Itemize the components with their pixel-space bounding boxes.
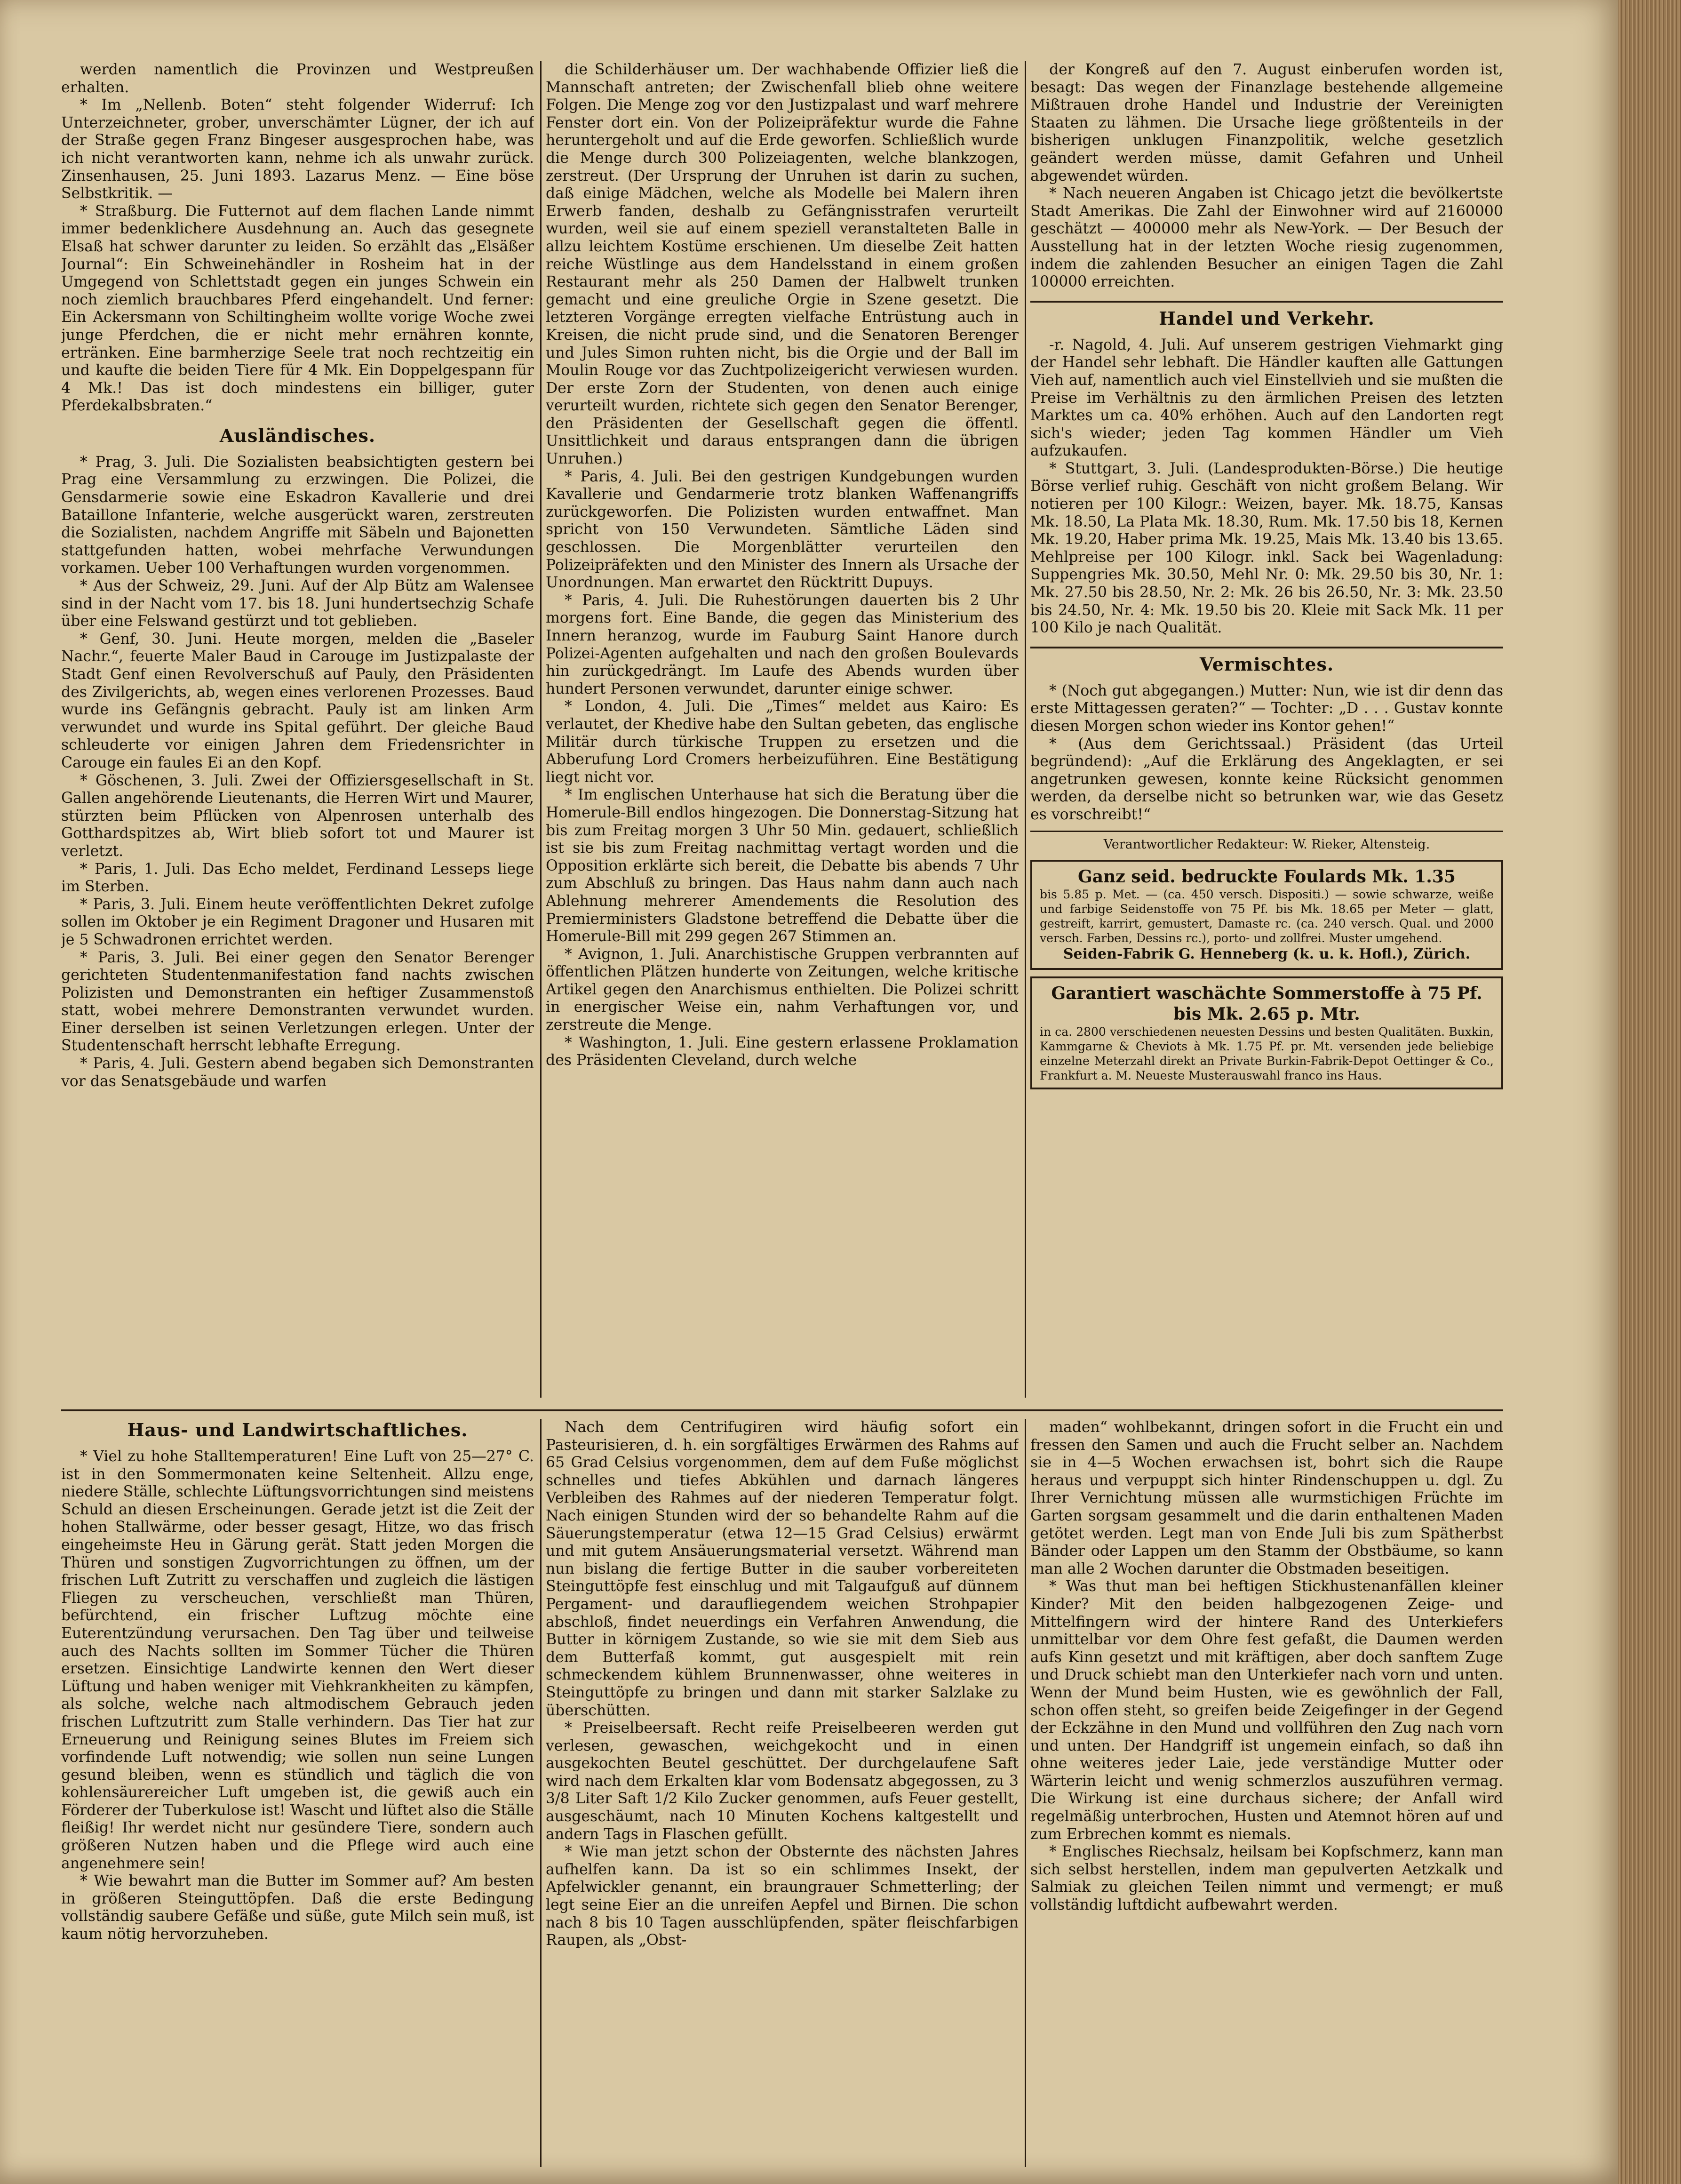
article-paragraph: * Washington, 1. Juli. Eine gestern erlassene Proklamation des Präsidenten Cleveland, durch welche [546,1034,1019,1069]
article-paragraph: die Schilderhäuser um. Der wachhabende Offizier ließ die Mannschaft antreten; der Zwischenfall blieb ohne weitere Folgen. Die Menge zog vor den Justizpalast und warf mehrere Fenster dort ein. Von der Polizeipräfektur wurde die Fahne heruntergeholt und auf die Erde geworfen. Schließlich wurde die Menge durch 300 Polizeiagenten, welche blankzogen, zerstreut. (Der Ursprung der Unruhen ist darin zu suchen, daß einige Mädchen, welche als Modelle bei Malern ihren Erwerb fanden, deshalb zu Gefängnisstrafen verurteilt wurden, weil sie auf einem speziell veranstalteten Balle in allzu leichtem Kostüme erschienen. Um dieselbe Zeit hatten reiche Wüstlinge aus dem Handelsstand in einem großen Restaurant mehr als 250 Damen der Halbwelt trunken gemacht und eine greuliche Orgie in Szene gesetzt. Die letzteren Vorgänge erregten vielfache Entrüstung auch in Kreisen, die nicht prude sind, und die Senatoren Berenger und Jules Simon ruhten nicht, bis die Orgie und der Ball im Moulin Rouge vor das Zuchtpolizeigericht verwiesen wurden. Der erste Zorn der Studenten, von denen auch einige verurteilt wurden, richtete sich gegen den Senator Berenger, den Präsidenten der Gesellschaft gegen die öffentl. Unsittlichkeit und daraus entsprangen dann die übrigen Unruhen.) [546,61,1019,468]
article-paragraph: * Preiselbeersaft. Recht reife Preiselbeeren werden gut verlesen, gewaschen, weichgekocht und in einen ausgekochten Beutel geschüttet. Der durchgelaufene Saft wird nach dem Erkalten klar vom Bodensatz abgegossen, zu 3 3/8 Liter Saft 1/2 Kilo Zucker genommen, aufs Feuer gestellt, ausgeschäumt, nach 10 Minuten Kochens kaltgestellt und andern Tags in Flaschen gefüllt. [546,1720,1019,1843]
section-heading-handel: Handel und Verkehr. [1030,301,1503,330]
book-edge [1618,0,1681,2184]
ad-body: in ca. 2800 verschiedenen neuesten Dessins und besten Qualitäten. Buxkin, Kammgarne & Cheviots à Mk. 1.75 Pf. pr. Mt. versenden jede beliebige einzelne Meterzahl direkt an Private Burkin-Fabrik-Depot Oettinger & Co., Frankfurt a. M. Neueste Musterauswahl franco ins Haus. [1040,1025,1494,1083]
article-paragraph: * Im „Nellenb. Boten“ steht folgender Widerruf: Ich Unterzeichneter, grober, unverschämter Lügner, der ich auf der Straße gegen Franz Bingeser ausgesprochen habe, was ich nicht verantworten kann, nehme ich als unwahr zurück. Zinsenhausen, 25. Juni 1893. Lazarus Menz. — Eine böse Selbstkritik. — [61,96,534,202]
advertisement-sommerstoffe [1030,976,1503,1089]
article-paragraph: * Nach neueren Angaben ist Chicago jetzt die bevölkertste Stadt Amerikas. Die Zahl der Einwohner wird auf 2160000 geschätzt — 400000 mehr als New-York. — Der Besuch der Ausstellung hat in der letzten Woche riesig zugenommen, indem die zahlenden Besucher an einigen Tagen die Zahl 100000 erreichten. [1030,185,1503,291]
section-heading-vermischtes: Vermischtes. [1030,647,1503,676]
section-heading-haus-landwirtschaft: Haus- und Landwirtschaftliches. [127,1419,468,1440]
article-paragraph: * Was thut man bei heftigen Stickhustenanfällen kleiner Kinder? Mit den beiden halbgezogenen Zeige- und Mittelfingern wird der hintere Rand des Unterkiefers unmittelbar vor dem Ohre fest gefaßt, die Daumen werden aufs Kinn gesetzt und mit kräftigen, aber doch sanftem Zuge und Druck schiebt man den Unterkiefer nach vorn und unten. Wenn der Mund beim Husten, wie es gewöhnlich der Fall, schon offen steht, so greifen beide Zeigefinger in der Gegend der Eckzähne in den Mund und vollführen den Zug nach vorn und unten. Der Handgriff ist ungemein einfach, so daß ihn ohne weiteres jeder Laie, jede verständige Mutter oder Wärterin leicht und wenig schmerzlos auszuführen vermag. Die Wirkung ist eine durchaus sichere; der Anfall wird regelmäßig unterbrochen, Husten und Atemnot hören auf und zum Erbrechen kommt es niemals. [1030,1578,1503,1843]
article-paragraph: * Paris, 4. Juli. Gestern abend begaben sich Demonstranten vor das Senatsgebäude und warfen [61,1055,534,1090]
article-paragraph: werden namentlich die Provinzen und Westpreußen erhalten. [61,61,534,96]
article-paragraph: * Göschenen, 3. Juli. Zwei der Offiziersgesellschaft in St. Gallen angehörende Lieutenants, die Herren Wirt und Maurer, stürzten beim Pflücken von Alpenrosen unterhalb des Gotthardspitzes ab, Wirt blieb sofort tot und Maurer ist verletzt. [61,772,534,860]
article-paragraph: * (Aus dem Gerichtssaal.) Präsident (das Urteil begründend): „Auf die Erklärung des Angeklagten, er sei angetrunken gewesen, konnte keine Rücksicht genommen werden, da derselbe nicht so betrunken war, wie das Gesetz es vorschreibt!“ [1030,735,1503,823]
article-paragraph: der Kongreß auf den 7. August einberufen worden ist, besagt: Das wegen der Finanzlage bestehende allgemeine Mißtrauen drohe Handel und Industrie der Vereinigten Staaten zu lähmen. Die Ursache liege größtenteils in der bisherigen unklugen Finanzpolitik, welche gesetzlich geändert werden müsse, damit Gefahren und Unheil abgewendet würden. [1030,61,1503,184]
article-paragraph: * (Noch gut abgegangen.) Mutter: Nun, wie ist dir denn das erste Mittagessen geraten?“ — Tochter: „D . . . Gustav konnte diesen Morgen schon wieder ins Kontor gehen!“ [1030,682,1503,735]
section-rule [61,1409,1503,1411]
upper-column-2 [546,61,1019,1398]
lower-column-2 [546,1419,1019,2167]
article-paragraph: * Avignon, 1. Juli. Anarchistische Gruppen verbrannten auf öffentlichen Plätzen hunderte von Zeitungen, welche kritische Artikel gegen den Anarchismus enthielten. Die Polizei schritt in energischer Weise ein, nahm Verhaftungen vor, und zerstreute die Menge. [546,945,1019,1034]
article-paragraph: * Englisches Riechsalz, heilsam bei Kopfschmerz, kann man sich selbst herstellen, indem man gepulverten Aetzkalk und Salmiak zu gleichen Teilen nimmt und vermengt; er muß vollständig luftdicht aufbewahrt werden. [1030,1843,1503,1914]
ad-headline: Garantiert waschächte Sommerstoffe à 75 Pf. bis Mk. 2.65 p. Mtr. [1051,984,1482,1024]
article-paragraph: * Aus der Schweiz, 29. Juni. Auf der Alp Bütz am Walensee sind in der Nacht vom 17. bis 18. Juni hundertsechzig Schafe über eine Felswand gestürzt und tot geblieben. [61,577,534,630]
article-paragraph: * Im englischen Unterhause hat sich die Beratung über die Homerule-Bill endlos hingezogen. Die Donnerstag-Sitzung hat bis zum Freitag morgen 3 Uhr 50 Min. gedauert, schließlich ist sie bis zum Freitag nachmittag vertagt worden und die Opposition erklärte sich bereit, die Debatte bis abends 7 Uhr zum Abschluß zu bringen. Das Haus nahm dann auch nach Ablehnung mehrerer Amendements die Resolution des Premierministers Gladstone betreffend die Debatte über die Homerule-Bill mit 299 gegen 267 Stimmen an. [546,786,1019,945]
article-paragraph: * Viel zu hohe Stalltemperaturen! Eine Luft von 25—27° C. ist in den Sommermonaten keine Seltenheit. Allzu enge, niedere Ställe, schlechte Lüftungsvorrichtungen sind meistens Schuld an diesen Erscheinungen. Gerade jetzt ist die Zeit der hohen Stallwärme, oder besser gesagt, Hitze, wo das frisch eingeheimste Heu in Gärung gerät. Statt jeden Morgen die Thüren und sonstigen Zugvorrichtungen zu öffnen, um der frischen Luft Zutritt zu verschaffen und zugleich die lästigen Fliegen zu verscheuchen, verschließt man Thüren, befürchtend, ein frischer Luftzug möchte eine Euterentzündung verursachen. Den Tag über und teilweise auch des Nachts sollten im Sommer Tücher die Thüren ersetzen. Einsichtige Landwirte kennen den Wert dieser Lüftung und haben weniger mit Viehkrankheiten zu kämpfen, als solche, welche nach altmodischem Gebrauch jeden frischen Luftzutritt zum Stalle verhindern. Das Tier hat zur Erneuerung und Reinigung seines Blutes im Freiem sich vorfindende Luft notwendig; wie sollen nun seine Lungen gesund bleiben, wenn es stündlich und täglich die von kohlensäurereicher Luft umgeben ist, die gewiß auch ein Förderer der Tuberkulose ist! Wascht und lüftet also die Ställe fleißig! Ihr werdet nicht nur gesündere Tiere, sondern auch größeren Nutzen haben und die Pflege wird auch eine angenehmere sein! [61,1448,534,1872]
ad-body: bis 5.85 p. Met. — (ca. 450 versch. Dispositi.) — sowie schwarze, weiße und farbige Seidenstoffe von 75 Pf. bis Mk. 18.65 per Meter — glatt, gestreift, karrirt, gemustert, Damaste rc. (ca. 240 versch. Qual. und 2000 versch. Farben, Dessins rc.), porto- und zollfrei. Muster umgehend. [1040,888,1494,945]
upper-column-1 [61,61,534,1398]
column-rule [540,61,542,1398]
article-paragraph: -r. Nagold, 4. Juli. Auf unserem gestrigen Viehmarkt ging der Handel sehr lebhaft. Die Händler kauften alle Gattungen Vieh auf, namentlich auch viel Einstellvieh und sie mußten die Preise im Verhältnis zu den ärmlichen Preisen des letzten Marktes um ca. 40% erhöhen. Auch auf den Landorten regt sich's wieder; jeden Tag kommen Händler um Vieh aufzukaufen. [1030,336,1503,460]
column-rule [540,1419,542,2167]
article-paragraph: * Wie bewahrt man die Butter im Sommer auf? Am besten in größeren Steinguttöpfen. Daß die erste Bedingung vollständig saubere Gefäße und süße, gute Milch sein muß, ist kaum nötig hervorzuheben. [61,1872,534,1943]
article-paragraph: * Prag, 3. Juli. Die Sozialisten beabsichtigten gestern bei Prag eine Versammlung zu erzwingen. Die Polizei, die Gensdarmerie sowie eine Eskadron Kavallerie und drei Bataillone Infanterie, welche ausgerückt waren, zerstreuten die Sozialisten, nachdem Angriffe mit Säbeln und Bajonetten stattgefunden hatten, wobei mehrfache Verwundungen vorkamen. Ueber 100 Verhaftungen wurden vorgenommen. [61,453,534,577]
article-paragraph: * London, 4. Juli. Die „Times“ meldet aus Kairo: Es verlautet, der Khedive habe den Sultan gebeten, das englische Militär durch türkische Truppen zu ersetzen und die Abberufung Lord Cromers herbeizuführen. Eine Bestätigung liegt nicht vor. [546,698,1019,786]
article-paragraph: * Paris, 1. Juli. Das Echo meldet, Ferdinand Lesseps liege im Sterben. [61,860,534,896]
lower-column-3 [1030,1419,1503,2167]
section-heading-auslaendisches: Ausländisches. [219,424,376,446]
advertisement-foulards [1030,860,1503,970]
article-paragraph: * Wie man jetzt schon der Obsternte des nächsten Jahres aufhelfen kann. Da ist so ein schlimmes Insekt, der Apfelwickler genannt, ein braungrauer Schmetterling; der legt seine Eier an die unreifen Aepfel und Birnen. Die schon nach 8 bis 10 Tagen ausschlüpfenden, später fleischfarbigen Raupen, als „Obst- [546,1843,1019,1949]
article-paragraph: * Paris, 3. Juli. Einem heute veröffentlichten Dekret zufolge sollen im Oktober je ein Regiment Dragoner und Husaren mit je 5 Schwadronen errichtet werden. [61,896,534,948]
article-paragraph: * Paris, 3. Juli. Bei einer gegen den Senator Berenger gerichteten Studentenmanifestation fand nachts zwischen Polizisten und Demonstranten ein heftiger Zusammenstoß statt, wobei mehrere Demonstranten verwundet wurden. Einer derselben ist seinen Verletzungen erlegen. Unter der Studentenschaft herrscht lebhafte Erregung. [61,949,534,1055]
editor-line: Verantwortlicher Redakteur: W. Rieker, Altensteig. [1030,831,1503,854]
article-paragraph: * Stuttgart, 3. Juli. (Landesprodukten-Börse.) Die heutige Börse verlief ruhig. Geschäft von nicht großem Belang. Wir notieren per 100 Kilogr.: Weizen, bayer. Mk. 18.75, Kansas Mk. 18.50, La Plata Mk. 18.30, Rum. Mk. 17.50 bis 18, Kernen Mk. 19.20, Haber prima Mk. 19.25, Mais Mk. 13.40 bis 13.65. Mehlpreise per 100 Kilogr. inkl. Sack bei Wagenladung: Suppengries Mk. 30.50, Mehl Nr. 0: Mk. 29.50 bis 30, Nr. 1: Mk. 27.50 bis 28.50, Nr. 2: Mk. 26 bis 26.50, Nr. 3: Mk. 23.50 bis 24.50, Nr. 4: Mk. 19.50 bis 20. Kleie mit Sack Mk. 11 per 100 Kilo je nach Qualität. [1030,460,1503,637]
upper-column-3 [1030,61,1503,1398]
article-paragraph: * Paris, 4. Juli. Die Ruhestörungen dauerten bis 2 Uhr morgens fort. Eine Bande, die gegen das Ministerium des Innern heranzog, wurde im Fauburg Saint Hanore durch Polizei-Agenten aufgehalten und nach den großen Boulevards hin zurückgedrängt. Im Laufe des Abends wurden über hundert Personen verwundet, darunter einige schwer. [546,592,1019,697]
article-paragraph: * Paris, 4. Juli. Bei den gestrigen Kundgebungen wurden Kavallerie und Gendarmerie trotz blanken Waffenangriffs zurückgeworfen. Die Polizisten wurden entwaffnet. Man spricht von 150 Verwundeten. Sämtliche Läden sind geschlossen. Die Morgenblätter verurteilen den Polizeipräfekten und den Minister des Innern als Ursache der Unordnungen. Man erwartet den Rücktritt Dupuys. [546,468,1019,592]
article-paragraph: * Genf, 30. Juni. Heute morgen, melden die „Baseler Nachr.“, feuerte Maler Baud in Carouge im Justizpalaste der Stadt Genf einen Revolverschuß auf Pauly, den Präsidenten des Zivilgerichts, ab, wegen eines verlorenen Prozesses. Baud wurde ins Gefängnis gebracht. Pauly ist am linken Arm verwundet und wurde ins Spital geführt. Der gleiche Baud schleuderte vor einigen Jahren dem Friedensrichter in Carouge ein faules Ei an den Kopf. [61,630,534,771]
article-paragraph: maden“ wohlbekannt, dringen sofort in die Frucht ein und fressen den Samen und auch die Frucht selber an. Nachdem sie in 4—5 Wochen erwachsen ist, bohrt sich die Raupe heraus und verpuppt sich hinter Rindenschuppen u. dgl. Zu Ihrer Vernichtung müssen alle wurmstichigen Früchte im Garten sorgsam gesammelt und die darin enthaltenen Maden getötet werden. Legt man von Ende Juli bis zum Spätherbst Bänder oder Lappen um den Stamm der Obstbäume, so kann man alle 2 Wochen darunter die Obstmaden beseitigen. [1030,1419,1503,1577]
column-rule [1025,1419,1026,2167]
lower-column-1 [61,1419,534,2167]
ad-signature: Seiden-Fabrik G. Henneberg (k. u. k. Hofl.), Zürich. [1063,946,1471,963]
ad-headline: Ganz seid. bedruckte Foulards Mk. 1.35 [1078,867,1456,887]
column-rule [1025,61,1026,1398]
article-paragraph: Nach dem Centrifugiren wird häufig sofort ein Pasteurisieren, d. h. ein sorgfältiges Erwärmen des Rahms auf 65 Grad Celsius vorgenommen, dem auf dem Fuße möglichst schnelles und tiefes Abkühlen und darnach längeres Verbleiben des Rahmes auf der niederen Temperatur folgt. Nach einigen Stunden wird der so behandelte Rahm auf die Säuerungstemperatur (etwa 12—15 Grad Celsius) erwärmt und mit gutem Ansäuerungsmaterial versetzt. Während man nun bislang die fertige Butter in die sauber vorbereiteten Steinguttöpfe fest einschlug und mit Talgaufguß auf dünnem Pergament- und daraufliegendem weichen Strohpapier abschloß, findet neuerdings ein Verfahren Anwendung, die Butter in körnigem Zustande, so wie sie mit dem Sieb aus dem Butterfaß kommt, gut ausgespielt mit rein schmeckendem kühlem Brunnenwasser, ohne weiteres in Steinguttöpfe zu bringen und dann mit starker Salzlake zu überschütten. [546,1419,1019,1719]
article-paragraph: * Straßburg. Die Futternot auf dem flachen Lande nimmt immer bedenklichere Ausdehnung an. Auch das gesegnete Elsaß hat schwer darunter zu leiden. So erzählt das „Elsäßer Journal“: Ein Schweinehändler in Rosheim hat in der Umgegend von Schlettstadt gegen ein junges Schwein ein noch ziemlich brauchbares Pferd eingehandelt. Und ferner: Ein Ackersmann von Schiltingheim wollte vorige Woche zwei junge Pferdchen, die er nicht mehr ernähren konnte, ertränken. Eine barmherzige Seele trat noch rechtzeitig ein und kaufte die beiden Tiere für 4 Mk. Ein Doppelgespann für 4 Mk.! Das ist doch mindestens ein billiger, guter Pferdekalbsbraten.“ [61,202,534,415]
